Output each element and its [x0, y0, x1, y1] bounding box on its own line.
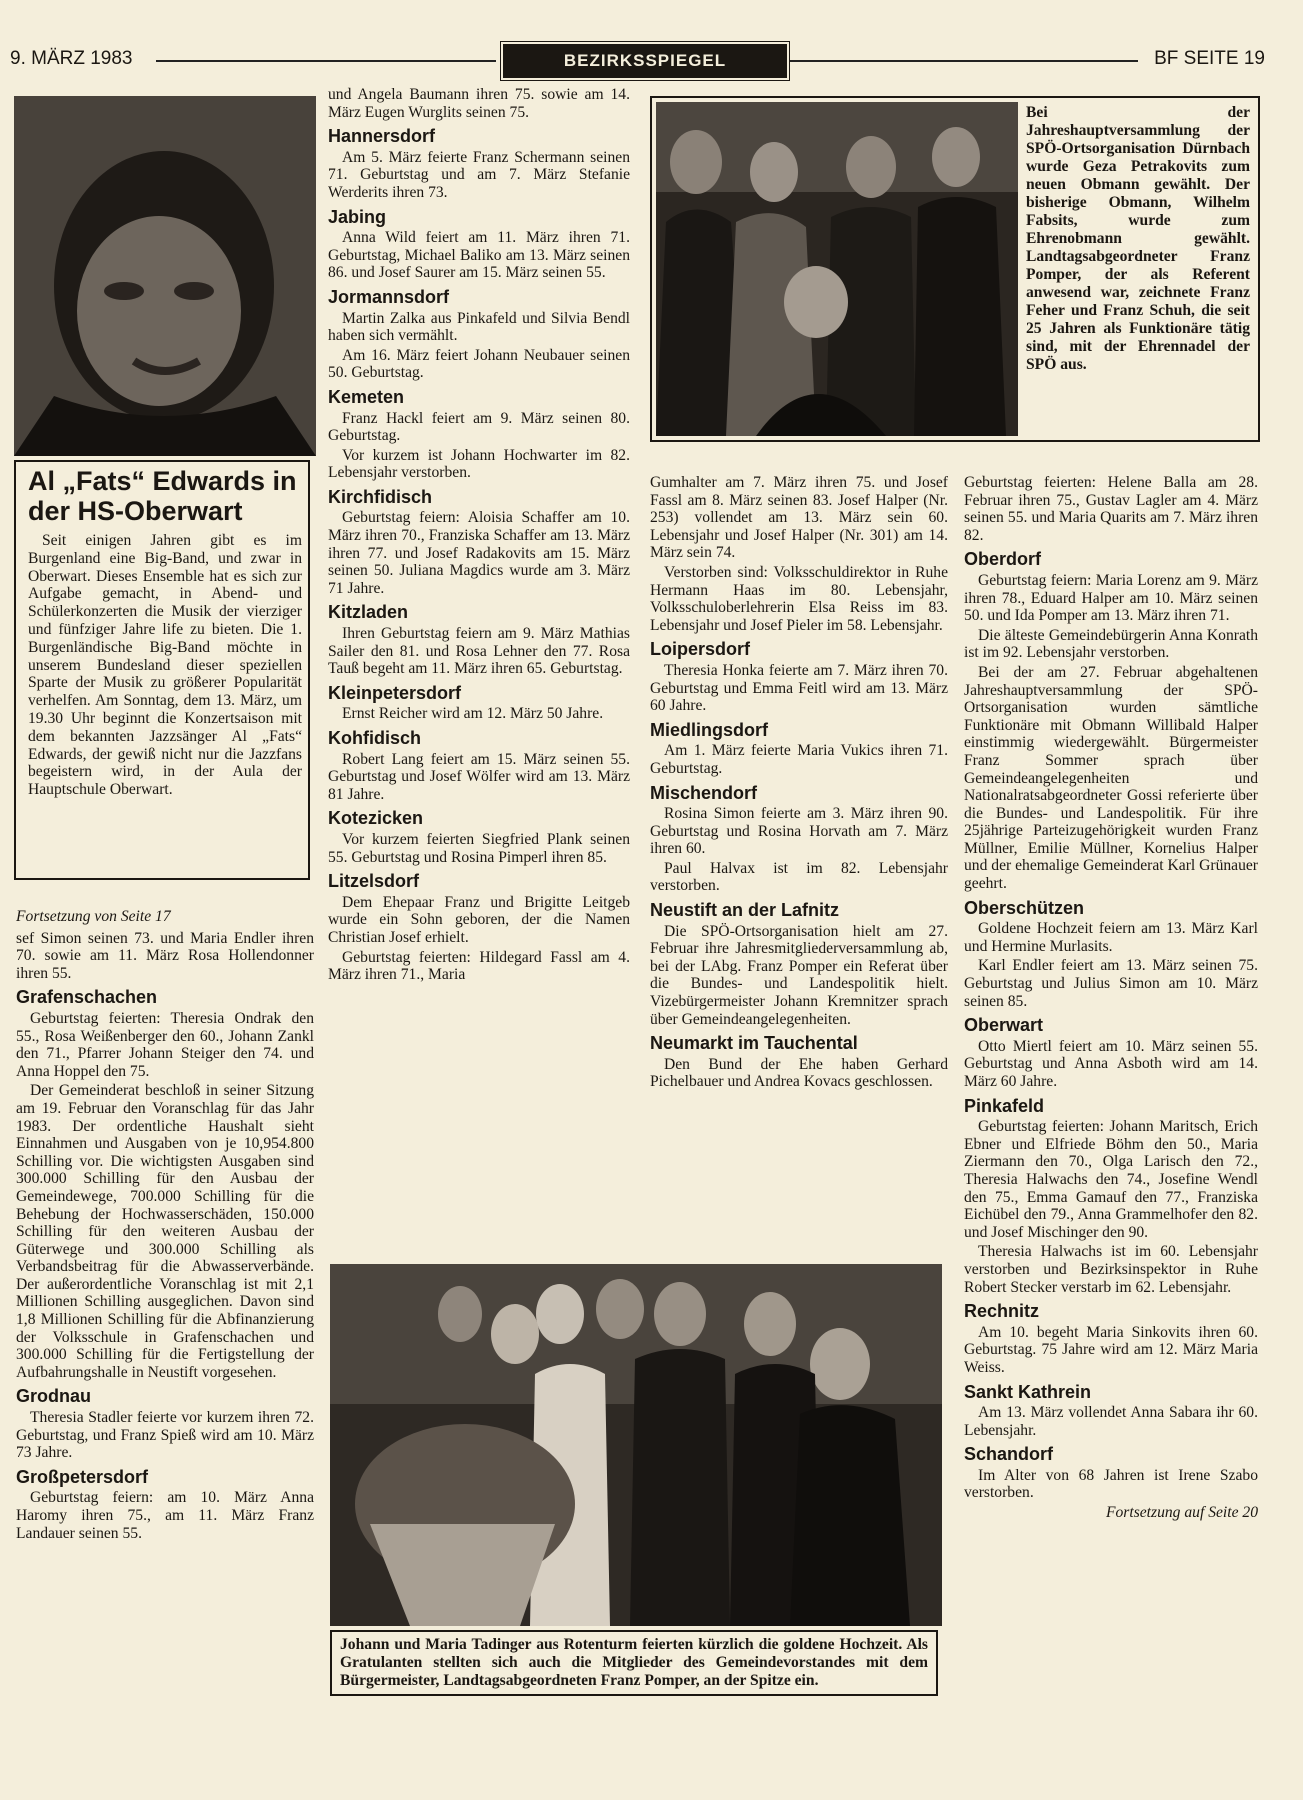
- paragraph: Die SPÖ-Ortsorganisation hielt am 27. Februar ihre Jahresmitgliederversammlung ab, bei der LAbg. Franz Pomper ein Referat über die Bundes- und Landespolitik hielt. Vizebürgermeister Johann Kremnitzer sprach über Gemeindeangelegenheiten.: [650, 922, 948, 1028]
- paragraph: Verstorben sind: Volksschuldirektor in Ruhe Hermann Haas im 80. Lebensjahr, Volksschuloberlehrerin Elsa Reiss im 83. Lebensjahr und Josef Pieler im 58. Lebensjahr.: [650, 563, 948, 634]
- section-heading: Kotezicken: [328, 808, 424, 829]
- section-heading: Neumarkt im Tauchental: [650, 1033, 858, 1054]
- paragraph: Geburtstag feierten: Theresia Ondrak den 55., Rosa Weißenberger den 60., Johann Zankl den 71., Pfarrer Johann Steiger den 74. und Anna Hoppel den 75.: [16, 1009, 314, 1080]
- photo-bottom-caption: Johann und Maria Tadinger aus Rotenturm feierten kürzlich die goldene Hochzeit. Als Gratulanten stellten sich auch die Mitglieder des Gemeindevorstandes mit dem Bürgermeister, Landtagsabgeordneten Franz Pomper, an der Spitze ein.: [330, 1630, 938, 1696]
- section-heading: Oberschützen: [964, 897, 1085, 918]
- section-heading: Miedlingsdorf: [650, 719, 768, 740]
- anniversary-photo: [330, 1264, 942, 1626]
- feature-box: [14, 460, 310, 880]
- paragraph: sef Simon seinen 73. und Maria Endler ihren 70. sowie am 11. März Rosa Hollendonner ihren 55.: [16, 929, 314, 982]
- paragraph: Am 5. März feierte Franz Schermann seinen 71. Geburtstag und am 7. März Stefanie Werderits ihren 73.: [328, 148, 630, 201]
- paragraph: Am 1. März feierte Maria Vukics ihren 71. Geburtstag.: [650, 742, 948, 777]
- paragraph: Bei der am 27. Februar abgehaltenen Jahreshauptversammlung der SPÖ-Ortsorganisation wurden sämtliche Funktionäre mit Obmann Willibald Halper einstimmig wiedergewählt. Bürgermeister Franz Sommer sprach über Gemeindeangelegenheiten und Nationalratsabgeordneter Gossi referierte über die Bundes- und Landespolitik. Für ihre 25jährige Parteizugehörigkeit wurden Franz Müllner, Emilie Müllner, Kornelius Halper und der ehemalige Gemeinderat Karl Grünauer geehrt.: [964, 663, 1258, 893]
- continuation-note: Fortsetzung von Seite 17: [16, 908, 171, 925]
- paragraph: Franz Hackl feiert am 9. März seinen 80. Geburtstag.: [328, 409, 630, 445]
- paragraph: Den Bund der Ehe haben Gerhard Pichelbauer und Andrea Kovacs geschlossen.: [650, 1055, 948, 1091]
- paragraph: Geburtstag feiern: Maria Lorenz am 9. März ihren 78., Eduard Halper am 10. März seinen 50. und Ida Pomper am 13. März ihren 71.: [964, 571, 1258, 625]
- paragraph: Karl Endler feiert am 13. März seinen 75. Geburtstag und Julius Simon am 10. März seinen 85.: [964, 957, 1258, 1010]
- column-4: [964, 474, 1258, 1526]
- paragraph: Die älteste Gemeindebürgerin Anna Konrath ist im 92. Lebensjahr verstorben.: [964, 626, 1258, 662]
- paragraph: Paul Halvax ist im 82. Lebensjahr verstorben.: [650, 859, 948, 895]
- continued-note: Fortsetzung auf Seite 20: [1105, 1504, 1258, 1522]
- paragraph: Theresia Halwachs ist im 60. Lebensjahr verstorben und Bezirksinspektor in Ruhe Robert Stecker verstarb im 62. Lebensjahr.: [964, 1243, 1258, 1296]
- section-heading: Rechnitz: [964, 1301, 1040, 1322]
- section-heading: Oberdorf: [964, 549, 1042, 570]
- paragraph: Am 10. begeht Maria Sinkovits ihren 60. Geburtstag. 75 Jahre wird am 12. März Maria Weiss.: [964, 1323, 1258, 1376]
- paragraph: und Angela Baumann ihren 75. sowie am 14. März Eugen Wurglits seinen 75.: [328, 86, 630, 121]
- portrait-photo: [14, 96, 316, 456]
- header-rule-left: [156, 60, 496, 62]
- section-heading: Mischendorf: [650, 782, 758, 803]
- issue-date: 9. MÄRZ 1983: [10, 48, 133, 69]
- paragraph: Am 13. März vollendet Anna Sabara ihr 60. Lebensjahr.: [964, 1404, 1258, 1439]
- paragraph: Im Alter von 68 Jahren ist Irene Szabo verstorben.: [964, 1466, 1258, 1502]
- paragraph: Vor kurzem ist Johann Hochwarter im 82. Lebensjahr verstorben.: [328, 446, 630, 482]
- section-heading: Grafenschachen: [16, 987, 158, 1008]
- paragraph: Goldene Hochzeit feiern am 13. März Karl und Hermine Murlasits.: [964, 920, 1258, 955]
- paragraph: Otto Miertl feiert am 10. März seinen 55. Geburtstag und Anna Asboth wird am 14. März 60 Jahre.: [964, 1037, 1258, 1090]
- section-heading: Pinkafeld: [964, 1095, 1045, 1116]
- column-2: [328, 86, 630, 986]
- section-heading: Litzelsdorf: [328, 871, 420, 892]
- paragraph: Ernst Reicher wird am 12. März 50 Jahre.: [342, 705, 604, 723]
- section-heading: Jormannsdorf: [328, 286, 450, 307]
- section-heading: Schandorf: [964, 1444, 1054, 1465]
- photo-top-frame: [650, 96, 1260, 442]
- section-heading: Loipersdorf: [650, 639, 751, 660]
- section-heading: Großpetersdorf: [16, 1466, 149, 1487]
- section-heading: Kohfidisch: [328, 728, 421, 748]
- paragraph: Rosina Simon feierte am 3. März ihren 90. Geburtstag und Rosina Horvath am 7. März ihren 60.: [650, 805, 948, 858]
- paragraph: Geburtstag feierten: Helene Balla am 28. Februar ihren 75., Gustav Lagler am 4. März seinen 55. und Maria Quarits am 7. März ihren 82.: [964, 474, 1258, 544]
- meeting-photo: [656, 102, 1018, 436]
- section-heading: Neustift an der Lafnitz: [650, 900, 840, 921]
- paragraph: Geburtstag feiern: Aloisia Schaffer am 10. März ihren 70., Franziska Schaffer am 13. März ihren 77. und Josef Radakovits am 15. März seinen 50. Juliana Magdics wurde am 3. März 71 Jahre.: [328, 509, 630, 597]
- feature-headline: Al „Fats“ Edwards in der HS-Oberwart: [28, 466, 297, 526]
- paragraph: Geburtstag feierten: Hildegard Fassl am 4. März ihren 71., Maria: [328, 948, 630, 984]
- page-number: BF SEITE 19: [1154, 48, 1265, 69]
- section-heading: Sankt Kathrein: [964, 1381, 1092, 1402]
- column-1: [16, 908, 314, 1544]
- paragraph: Geburtstag feierten: Johann Maritsch, Erich Ebner und Elfriede Böhm den 50., Maria Ziermann den 70., Olga Larisch den 72., Theresia Halwachs den 74., Josefine Wendl den 75., Emma Gamauf den 77., Franziska Eichübel den 79., Anna Grammelhofer den 82. und Josef Mischinger den 90.: [964, 1118, 1258, 1241]
- section-heading: Kitzladen: [328, 602, 409, 623]
- paragraph: Theresia Honka feierte am 7. März ihren 70. Geburtstag und Emma Feitl wird am 13. März 60 Jahre.: [650, 661, 948, 715]
- section-heading: Hannersdorf: [328, 126, 436, 147]
- section-heading: Jabing: [328, 206, 387, 227]
- feature-text: Seit einigen Jahren gibt es im Burgenland eine Big-Band, und zwar in Oberwart. Dieses Ensemble hat es sich zur Aufgabe gemacht, in Abend- und Schülerkonzerten die Musik der vierziger und fünfziger Jahre life zu bieten. Die 1. Burgenländische Big-Band möchte in unserem Bundesland dieser speziellen Sparte der Musik zu größerer Popularität verhelfen. Am Sonntag, dem 13. März, um 19.30 Uhr beginnt die Konzertsaison mit dem bekannten Jazzsänger Al „Fats“ Edwards, der gewiß nicht nur die Jazzfans begeistern wird, in der Aula der Hauptschule Oberwart.: [28, 532, 302, 799]
- paragraph: Martin Zalka aus Pinkafeld und Silvia Bendl haben sich vermählt.: [328, 309, 630, 345]
- paragraph: Der Gemeinderat beschloß in seiner Sitzung am 19. Februar den Voranschlag für das Jahr 1983. Der ordentliche Haushalt sieht Einnahmen und Ausgaben von je 10,954.800 Schilling vor. Die wichtigsten Ausgaben sind 300.000 Schilling für den Ausbau der Gemeindewege, 700.000 Schilling für die Behebung der Hochwasserschäden, 150.000 Schilling für den weiteren Ausbau der Güterwege und 300.000 Schilling als Verbandsbeitrag für die Abwasserverbände. Der außerordentliche Voranschlag ist mit 2,1 Millionen Schilling ausgeglichen. Davon sind 1,8 Millionen Schilling für die Abfinanzierung der Volksschule in Grafenschachen und 300.000 Schilling für die Fertigstellung der Aufbahrungshalle in Neustift vorgesehen.: [16, 1082, 314, 1381]
- paragraph: Am 16. März feiert Johann Neubauer seinen 50. Geburtstag.: [328, 346, 630, 382]
- column-3: [650, 474, 948, 1093]
- page-header: [10, 44, 1293, 80]
- section-heading: Grodnau: [16, 1386, 91, 1407]
- paragraph: Anna Wild feiert am 11. März ihren 71. Geburtstag, Michael Baliko am 13. März seinen 86. und Josef Saurer am 15. März seinen 55.: [328, 229, 630, 282]
- paragraph: Ihren Geburtstag feiern am 9. März Mathias Sailer den 81. und Rosa Lehner den 77. Rosa Tauß begeht am 11. März ihren 65. Geburtstag.: [328, 625, 630, 678]
- paragraph: Dem Ehepaar Franz und Brigitte Leitgeb wurde ein Sohn geboren, der die Namen Christian Josef erhielt.: [328, 893, 630, 946]
- header-rule-right: [790, 60, 1138, 62]
- paragraph: Robert Lang feiert am 15. März seinen 55. Geburtstag und Josef Wölfer wird am 13. März 81 Jahre.: [328, 750, 630, 803]
- section-heading: Oberwart: [964, 1015, 1044, 1036]
- paragraph: Theresia Stadler feierte vor kurzem ihren 72. Geburtstag, und Franz Spieß wird am 10. März 73 Jahre.: [16, 1409, 314, 1462]
- photo-top-caption: Bei der Jahreshauptversammlung der SPÖ-Ortsorganisation Dürnbach wurde Geza Petrakovits zum neuen Obmann gewählt. Der bisherige Obmann, Wilhelm Fabsits, wurde zum Ehrenobmann gewählt. Landtagsabgeordneter Franz Pomper, der als Referent anwesend war, zeichnete Franz Feher und Franz Schuh, die seit 25 Jahren als Funktionäre tätig sind, mit der Ehrennadel der SPÖ aus.: [1026, 104, 1250, 373]
- section-heading: Kemeten: [328, 386, 405, 407]
- section-title: BEZIRKSSPIEGEL: [503, 44, 787, 78]
- section-heading: Kirchfidisch: [328, 486, 433, 507]
- paragraph: Vor kurzem feierten Siegfried Plank seinen 55. Geburtstag und Rosina Pimperl ihren 85.: [328, 830, 630, 866]
- section-heading: Kleinpetersdorf: [328, 682, 462, 703]
- paragraph: Gumhalter am 7. März ihren 75. und Josef Fassl am 8. März seinen 83. Josef Halper (Nr. 253) vollendet am 13. März sein 60. Lebensjahr und Josef Halper (Nr. 301) am 14. März sein 74.: [650, 474, 948, 562]
- paragraph: Geburtstag feiern: am 10. März Anna Haromy ihren 75., am 11. März Franz Landauer seinen 55.: [16, 1489, 314, 1542]
